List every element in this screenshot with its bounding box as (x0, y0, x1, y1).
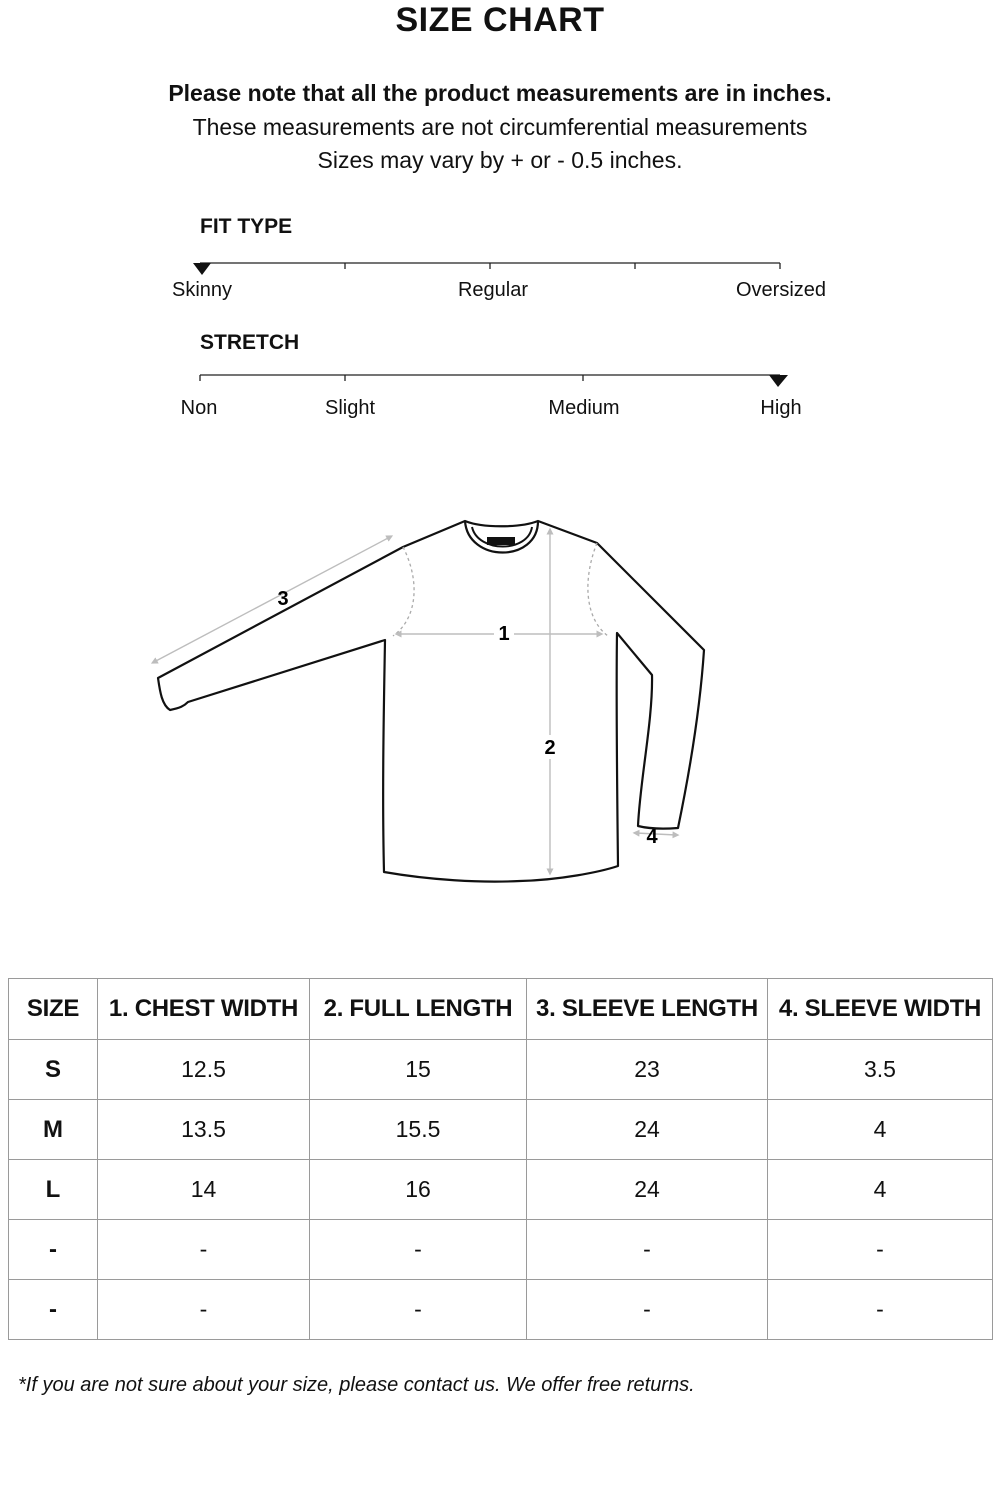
full-length-cell: 15.5 (310, 1100, 527, 1160)
size-cell: M (9, 1100, 98, 1160)
fit-type-regular: Regular (457, 279, 529, 301)
header-sleeve-width: 4. SLEEVE WIDTH (768, 979, 993, 1040)
stretch-slight: Slight (324, 397, 376, 419)
table-row (9, 1220, 993, 1280)
full-length-cell: - (310, 1220, 527, 1280)
fit-type-skinny: Skinny (171, 279, 233, 301)
fit-type-label: FIT TYPE (200, 215, 293, 238)
footnote: *If you are not sure about your size, please contact us. We offer free returns. (18, 1374, 695, 1396)
table-row (9, 1280, 993, 1340)
shirt-diagram-icon (140, 505, 720, 895)
circumference-note: These measurements are not circumferential measurements (192, 114, 808, 140)
header-full-length: 2. FULL LENGTH (310, 979, 527, 1040)
stretch-high: High (760, 397, 802, 419)
sleeve-width-cell: 3.5 (768, 1040, 993, 1100)
size-cell: L (9, 1160, 98, 1220)
full-length-cell: - (310, 1280, 527, 1340)
table-header-row (9, 979, 993, 1040)
sleeve-width-cell: - (768, 1280, 993, 1340)
sleeve-length-number: 3 (277, 588, 289, 610)
size-table (8, 978, 993, 1340)
sleeve-length-cell: 23 (527, 1040, 768, 1100)
sleeve-length-cell: - (527, 1280, 768, 1340)
left-armhole-seam (393, 547, 414, 636)
variance-note: Sizes may vary by + or - 0.5 inches. (317, 147, 683, 173)
fit-type-marker-icon (193, 263, 211, 275)
sleeve-length-cell: 24 (527, 1100, 768, 1160)
measurement-note: Please note that all the product measurements are in inches. (168, 80, 832, 106)
fit-type-oversized: Oversized (735, 279, 827, 301)
size-cell: S (9, 1040, 98, 1100)
header-sleeve-length: 3. SLEEVE LENGTH (527, 979, 768, 1040)
neck-label-icon (487, 537, 515, 545)
size-cell: - (9, 1220, 98, 1280)
fit-stretch-scales (0, 0, 1000, 440)
sleeve-length-cell: 24 (527, 1160, 768, 1220)
sleeve-length-guide (154, 537, 390, 662)
size-cell: - (9, 1280, 98, 1340)
stretch-medium: Medium (548, 397, 620, 419)
sleeve-width-number: 4 (646, 826, 658, 848)
header-chest-width: 1. CHEST WIDTH (98, 979, 310, 1040)
header-size: SIZE (9, 979, 98, 1040)
stretch-label: STRETCH (200, 331, 300, 354)
table-row (9, 1040, 993, 1100)
shirt-outline (158, 521, 704, 882)
chest-width-cell: - (98, 1220, 310, 1280)
chest-width-cell: 12.5 (98, 1040, 310, 1100)
right-armhole-seam (588, 543, 608, 636)
full-length-cell: 15 (310, 1040, 527, 1100)
sleeve-length-cell: - (527, 1220, 768, 1280)
full-length-cell: 16 (310, 1160, 527, 1220)
stretch-non: Non (180, 397, 218, 419)
sleeve-width-cell: 4 (768, 1100, 993, 1160)
chest-width-cell: - (98, 1280, 310, 1340)
table-row (9, 1100, 993, 1160)
sleeve-width-cell: 4 (768, 1160, 993, 1220)
chest-width-number: 1 (498, 623, 510, 645)
table-row (9, 1160, 993, 1220)
sleeve-width-cell: - (768, 1220, 993, 1280)
page-title: SIZE CHART (395, 1, 605, 39)
chest-width-cell: 14 (98, 1160, 310, 1220)
stretch-marker-icon (769, 375, 788, 387)
full-length-number: 2 (544, 737, 556, 759)
chest-width-cell: 13.5 (98, 1100, 310, 1160)
